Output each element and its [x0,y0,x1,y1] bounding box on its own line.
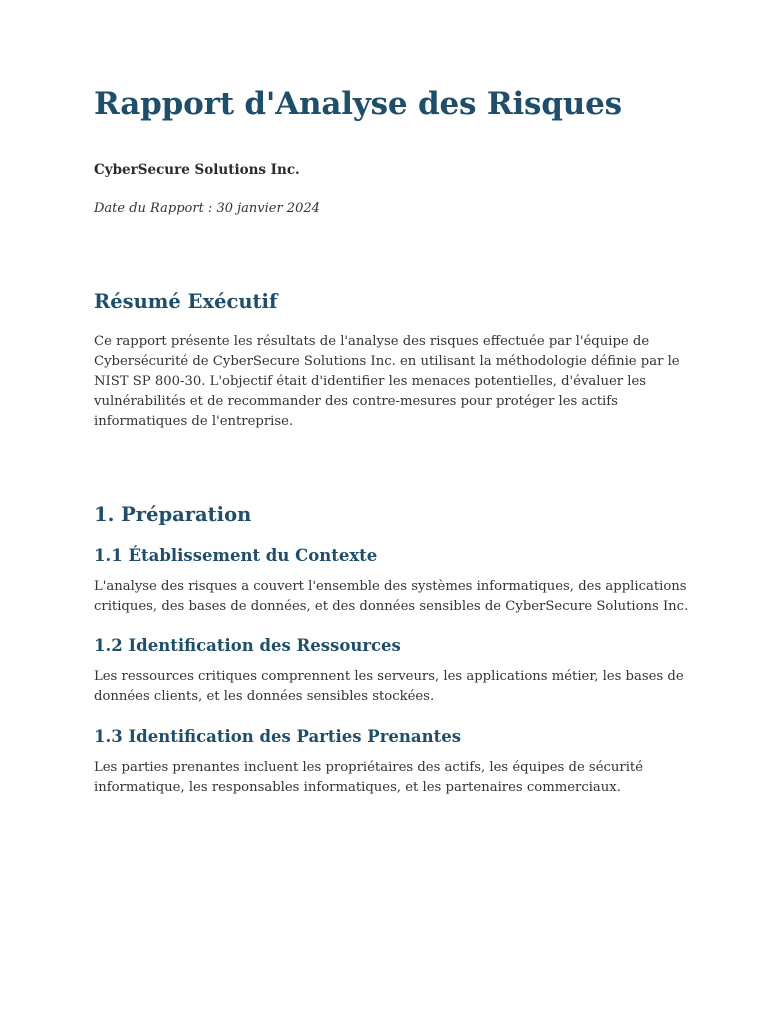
context-heading: 1.1 Établissement du Contexte [94,546,378,565]
executive-summary-text: Ce rapport présente les résultats de l'analyse des risques effectuée par l'équipe de Cybersécurité de CyberSecure Solutions Inc. en utilisant la méthodologie définie par le NIST SP 800-30. L'objectif était d'identifier les menaces potentielles, d'évaluer les vulnérabilités et de recommander des contre-mesures pour protéger les actifs informatiques de l'entreprise. [94,334,680,429]
executive-summary-heading: Résumé Exécutif [94,290,278,313]
preparation-heading: 1. Préparation [94,503,252,526]
context-text: L'analyse des risques a couvert l'ensemble des systèmes informatiques, des applications critiques, des bases de données, et des données sensibles de CyberSecure Solutions Inc. [94,579,689,614]
document-title: Rapport d'Analyse des Risques [94,86,622,122]
stakeholders-text: Les parties prenantes incluent les propriétaires des actifs, les équipes de sécurité informatique, les responsables informatiques, et les partenaires commerciaux. [94,760,644,795]
report-date: Date du Rapport : 30 janvier 2024 [94,201,320,216]
resources-text: Les ressources critiques comprennent les serveurs, les applications métier, les bases de données clients, et les données sensibles stockées. [94,669,684,704]
company-name: CyberSecure Solutions Inc. [94,162,300,178]
stakeholders-heading: 1.3 Identification des Parties Prenantes [94,727,461,746]
resources-heading: 1.2 Identification des Ressources [94,636,401,655]
